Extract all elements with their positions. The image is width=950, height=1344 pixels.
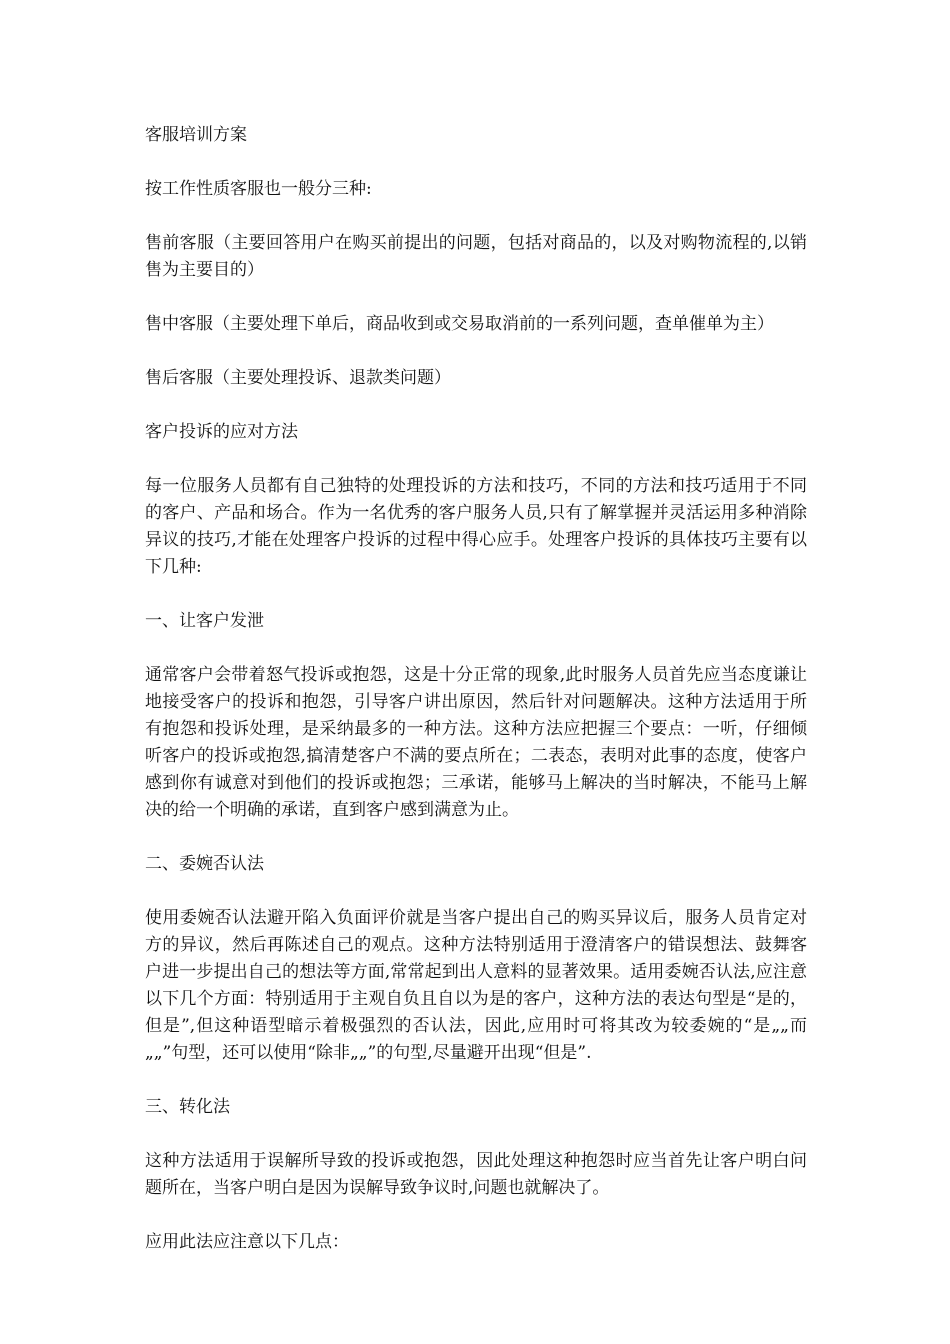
paragraph-let-customer-vent: 通常客户会带着怒气投诉或抱怨，这是十分正常的现象,此时服务人员首先应当态度谦让地接受客户的投诉和抱怨，引导客户讲出原因，然后针对问题解决。这种方法适用于所有抱怨和投诉处理，是采纳最多的一种方法。这种方法应把握三个要点：一听，仔细倾听客户的投诉或抱怨,搞清楚客户不满的要点所在；二表态，表明对此事的态度，使客户感到你有诚意对到他们的投诉或抱怨；三承诺，能够马上解决的当时解决，不能马上解决的给一个明确的承诺，直到客户感到满意为止。 [145,665,807,820]
document-body [145,122,807,1283]
section-heading-let-customer-vent: 一、让客户发泄 [145,611,264,631]
section-heading-conversion-method: 三、转化法 [145,1097,230,1117]
paragraph-service-types-intro: 按工作性质客服也一般分三种: [145,179,372,199]
section-heading-complaint-methods: 客户投诉的应对方法 [145,422,298,442]
paragraph-presale-service: 售前客服（主要回答用户在购买前提出的问题，包括对商品的，以及对购物流程的,以销售为主要目的） [145,233,807,280]
paragraph-complaint-methods-intro: 每一位服务人员都有自己独特的处理投诉的方法和技巧，不同的方法和技巧适用于不同的客户、产品和场合。作为一名优秀的客户服务人员,只有了解掌握并灵活运用多种消除异议的技巧,才能在处理客户投诉的过程中得心应手。处理客户投诉的具体技巧主要有以下几种: [145,476,807,577]
paragraph-in-sale-service: 售中客服（主要处理下单后，商品收到或交易取消前的一系列问题，查单催单为主） [145,314,774,334]
paragraph-conversion-method: 这种方法适用于误解所导致的投诉或抱怨，因此处理这种抱怨时应当首先让客户明白问题所在，当客户明白是因为误解导致争议时,问题也就解决了。 [145,1151,807,1198]
paragraph-after-sale-service: 售后客服（主要处理投诉、退款类问题） [145,368,451,388]
document-title: 客服培训方案 [145,125,247,145]
section-heading-tactful-denial: 二、委婉否认法 [145,854,264,874]
paragraph-conversion-notes-intro: 应用此法应注意以下几点： [145,1232,349,1252]
paragraph-tactful-denial: 使用委婉否认法避开陷入负面评价就是当客户提出自己的购买异议后，服务人员肯定对方的异议，然后再陈述自己的观点。这种方法特别适用于澄清客户的错误想法、鼓舞客户进一步提出自己的想法等方面,常常起到出人意料的显著效果。适用委婉否认法,应注意以下几个方面：特别适用于主观自负且自以为是的客户，这种方法的表达句型是“是的，但是”,但这种语型暗示着极强烈的否认法，因此,应用时可将其改为较委婉的“是„„而„„”句型，还可以使用“除非„„”的句型,尽量避开出现“但是”. [145,908,807,1063]
